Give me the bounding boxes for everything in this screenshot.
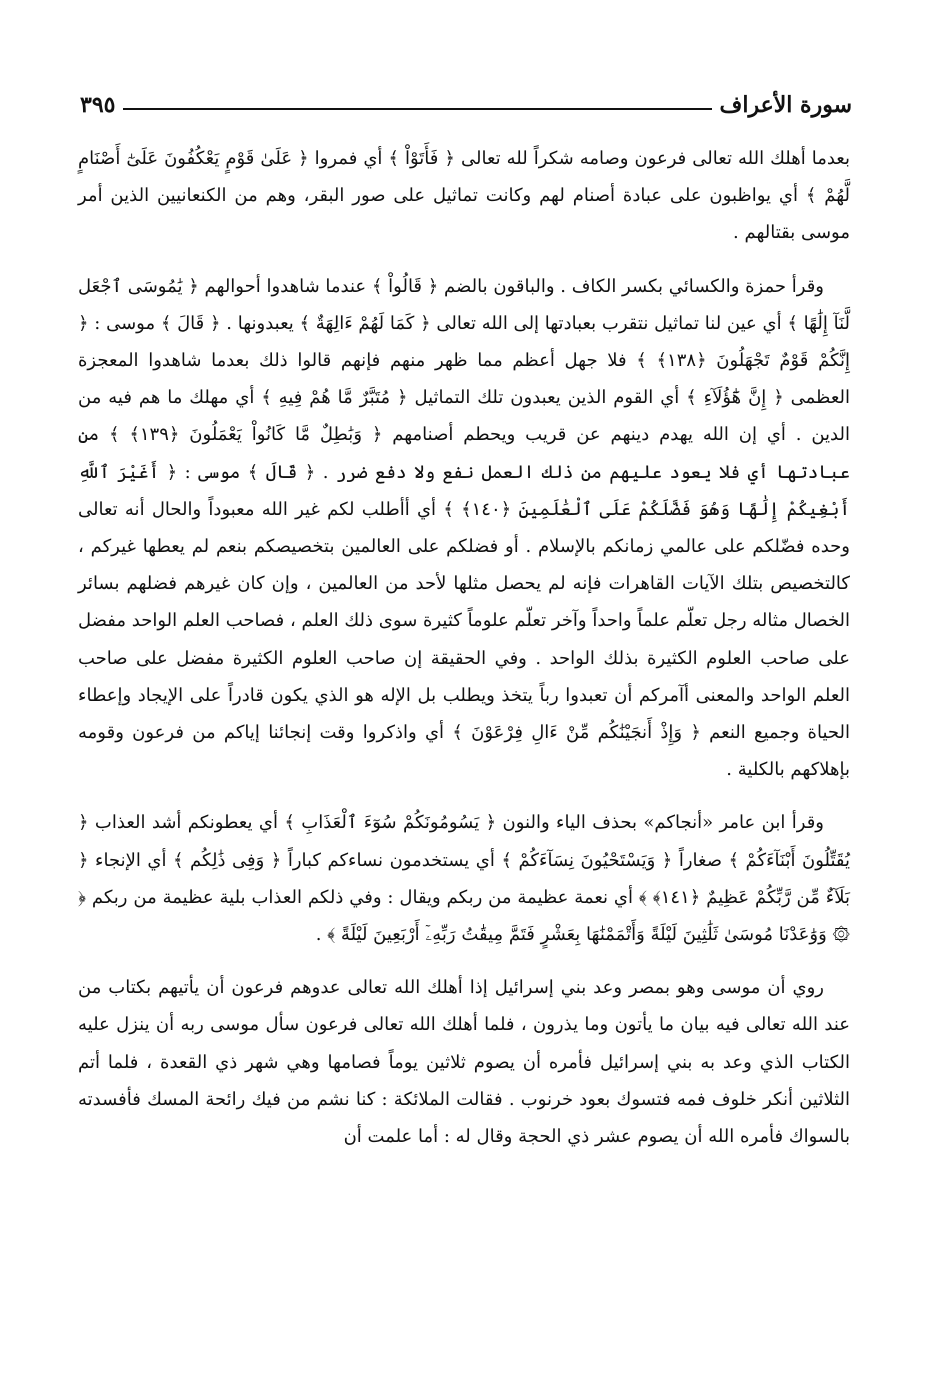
paragraph: وقرأ حمزة والكسائي بكسر الكاف . والباقون بالضم ﴿ قَالُواْ ﴾ عندما شاهدوا أحوالهم ﴿ يَٰمُوسَى ٱجْعَل لَّنَآ إِلَٰهًا ﴾ أي عين لنا تماثيل نتقرب بعبادتها إلى الله تعالى ﴿ كَمَا لَهُمْ ءَالِهَةٌ ﴾ يعبدونها . ﴿ قَالَ ﴾ موسى : ﴿ إِنَّكُمْ قَوْمٌ تَجْهَلُونَ ﴿١٣٨﴾ ﴾ فلا جهل أعظم مما ظهر منهم فإنهم قالوا ذلك بعدما شاهدوا المعجزة العظمى ﴿ إِنَّ هَٰٓؤُلَآءِ ﴾ أي القوم الذين يعبدون تلك التماثيل ﴿ مُتَبَّرٌ مَّا هُمْ فِيهِ ﴾ أي مهلك ما هم فيه من الدين . أي إن الله يهدم دينهم عن قريب ويحطم أصنامهم ﴿ وَبَٰطِلٌ مَّا كَانُواْ يَعْمَلُونَ ﴿١٣٩﴾ ﴾ من عبادتها أي فلا يعود عليهم من ذلك العمل نفع ولا دفع ضرر . ﴿ قَالَ ﴾ موسى : ﴿ أَغَيْرَ ٱللَّهِ أَبْغِيكُمْ إِلَٰهًا وَهُوَ فَضَّلَكُمْ عَلَى ٱلْعَٰلَمِينَ ﴿١٤٠﴾ ﴾ أي أأطلب لكم غير الله معبوداً والحال أنه تعالى وحده فضّلكم على عالمي زمانكم بالإسلام . أو فضلكم على العالمين بتخصيصكم بنعم لم يعطها غيركم ، كالتخصيص بتلك الآيات القاهرات فإنه لم يحصل مثلها لأحد من العالمين ، وإن كان غيرهم فضلهم بسائر الخصال مثاله رجل تعلّم علماً واحداً وآخر تعلّم علوماً كثيرة سوى ذلك العلم ، فصاحب العلم الواحد مفضل على صاحب العلوم الكثيرة بذلك الواحد . وفي الحقيقة إن صاحب العلوم الكثيرة مفضل على صاحب العلم الواحد والمعنى أآمركم أن تعبدوا رباً يتخذ ويطلب بل الإله هو الذي يكون قادراً على الإيجاد وإعطاء الحياة وجميع النعم ﴿ وَإِذْ أَنجَيْنَٰكُم مِّنْ ءَالِ فِرْعَوْنَ ﴾ أي واذكروا وقت إنجائنا إياكم من فرعون وقومه بإهلاكهم بالكلية . <box>78 275 850 781</box>
paragraph: بعدما أهلك الله تعالى فرعون وصامه شكراً لله تعالى ﴿ فَأَتَوْاْ ﴾ أي فمروا ﴿ عَلَىٰ قَوْمٍ يَعْكُفُونَ عَلَىٰٓ أَصْنَامٍ لَّهُمْ ﴾ أي يواظبون على عبادة أصنام لهم وكانت تماثيل على صور البقر، وهم من الكنعانيين الذين أمر موسى بقتالهم . <box>78 148 850 244</box>
paragraph: روي أن موسى وهو بمصر وعد بني إسرائيل إذا أهلك الله تعالى عدوهم فرعون أن يأتيهم بكتاب من عند الله تعالى فيه بيان ما يأتون وما يذرون ، فلما أهلك الله تعالى فرعون سأل موسى ربه أن ينزل عليه الكتاب الذي وعد به بني إسرائيل فأمره أن يصوم ثلاثين يوماً فصامها وهي شهر ذي القعدة ، فلما أتم الثلاثين أنكر خلوف فمه فتسوك بعود خرنوب . فقالت الملائكة : كنا نشم من فيك رائحة المسك فأفسدته بالسواك فأمره الله أن يصوم عشر ذي الحجة وقال له : أما علمت أن <box>78 977 850 1148</box>
surah-title: سورة الأعراف <box>719 92 852 118</box>
header-rule <box>123 108 711 110</box>
page-header <box>80 78 852 118</box>
page-body <box>78 140 850 1171</box>
page-number: ٣٩٥ <box>80 92 116 118</box>
paragraph: وقرأ ابن عامر «أنجاكم» بحذف الياء والنون ﴿ يَسُومُونَكُمْ سُوٓءَ ٱلْعَذَابِ ﴾ أي يعطونكم أشد العذاب ﴿ يُقَتِّلُونَ أَبْنَآءَكُمْ ﴾ صغاراً ﴿ وَيَسْتَحْيُونَ نِسَآءَكُمْ ﴾ أي يستخدمون نساءكم كباراً ﴿ وَفِى ذَٰلِكُم ﴾ أي الإنجاء ﴿ بَلَآءٌ مِّن رَّبِّكُمْ عَظِيمٌ ﴿١٤١﴾ ﴾ أي نعمة عظيمة من ربكم ويقال : وفي ذلكم العذاب بلية عظيمة من ربكم ﴿ ۞ وَوَٰعَدْنَا مُوسَىٰ ثَلَٰثِينَ لَيْلَةً وَأَتْمَمْنَٰهَا بِعَشْرٍ فَتَمَّ مِيقَٰتُ رَبِّهِۦٓ أَرْبَعِينَ لَيْلَةً ﴾ . <box>78 812 851 946</box>
